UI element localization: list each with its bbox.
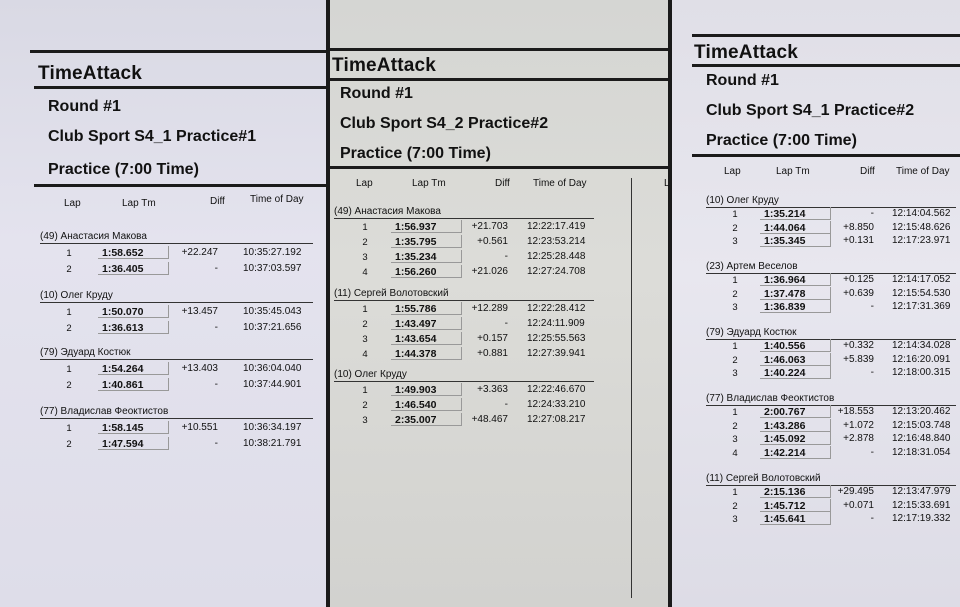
round-title: Round #1: [48, 98, 121, 115]
lap-diff: -: [870, 208, 874, 219]
lap-time: 1:43.654: [395, 333, 437, 345]
lap-time: 1:36.405: [102, 263, 144, 275]
lap-number: 1: [66, 307, 72, 318]
col-time-of-day: Time of Day: [896, 166, 950, 177]
lap-time: 1:35.214: [764, 208, 806, 220]
lap-time-of-day: 12:18:00.315: [892, 367, 951, 378]
lap-diff: +3.363: [477, 384, 508, 395]
lap-number: 3: [732, 434, 738, 445]
lap-number: 2: [732, 420, 738, 432]
lap-time-of-day: 12:22:28.412: [527, 303, 586, 314]
driver-underline: [40, 418, 313, 419]
lap-diff: -: [870, 301, 874, 312]
col-diff: Diff: [860, 166, 875, 177]
driver-underline: [334, 300, 594, 301]
lap-time: 1:58.652: [102, 247, 144, 259]
lap-number: 1: [66, 423, 72, 434]
lap-time-of-day: 12:17:31.369: [892, 301, 951, 312]
lap-number: 2: [362, 400, 368, 411]
driver-underline: [40, 243, 313, 244]
lap-number: 3: [732, 236, 738, 247]
lap-number: 2: [362, 319, 368, 330]
lap-diff: -: [504, 251, 508, 262]
lap-time-of-day: 12:13:47.979: [892, 486, 951, 497]
lap-time: 1:49.903: [395, 384, 437, 396]
lap-time: 2:35.007: [395, 414, 437, 426]
lap-number: 2: [362, 237, 368, 248]
col-lap-time: Lap Tm: [412, 178, 446, 189]
lap-time-of-day: 12:24:33.210: [527, 399, 586, 410]
lap-time-of-day: 12:16:48.840: [892, 433, 951, 444]
divider: [330, 48, 668, 51]
driver-name: (10) Олег Круду: [706, 195, 779, 206]
lap-number: 2: [66, 264, 72, 275]
col-lap: Lap: [64, 198, 81, 209]
lap-diff: +18.553: [837, 406, 874, 417]
driver-name: (79) Эдуард Костюк: [40, 347, 131, 358]
lap-time-of-day: 12:15:48.626: [892, 221, 951, 233]
lap-time-of-day: 12:27:08.217: [527, 414, 586, 425]
session-type: Practice (7:00 Time): [340, 145, 491, 162]
lap-time-of-day: 12:14:04.562: [892, 208, 951, 219]
lap-number: 2: [732, 222, 738, 234]
lap-diff: +13.403: [181, 363, 218, 374]
lap-diff: -: [870, 367, 874, 378]
driver-name: (49) Анастасия Макова: [334, 206, 441, 217]
lap-time-of-day: 12:17:23.971: [892, 235, 951, 246]
session-type: Practice (7:00 Time): [48, 161, 199, 178]
lap-number: 1: [362, 304, 368, 315]
driver-name: (11) Сергей Волотовский: [334, 288, 449, 299]
lap-time: 1:43.286: [764, 419, 806, 432]
lap-time: 1:42.214: [764, 446, 806, 459]
lap-number: 2: [66, 380, 72, 391]
lap-number: 1: [362, 222, 368, 233]
brand-title: TimeAttack: [694, 42, 799, 63]
divider: [34, 86, 326, 89]
driver-underline: [40, 302, 313, 303]
lap-time: 1:55.786: [395, 303, 437, 315]
col-lap-time: Lap Tm: [122, 198, 156, 209]
lap-time: 2:15.136: [764, 486, 806, 498]
lap-time: 1:44.064: [764, 221, 806, 234]
lap-time-of-day: 12:27:39.941: [527, 348, 586, 359]
lap-diff: -: [504, 318, 508, 329]
col-lap: Lap: [724, 166, 741, 177]
round-title: Round #1: [340, 85, 413, 102]
lap-number: 4: [362, 267, 368, 278]
lap-number: 2: [732, 288, 738, 300]
lap-diff: +0.881: [477, 348, 508, 359]
lap-number: 1: [732, 209, 738, 220]
lap-diff: -: [870, 446, 874, 458]
lap-diff: +0.071: [843, 499, 874, 511]
divider: [692, 154, 960, 157]
lap-time-of-day: 12:27:24.708: [527, 266, 586, 277]
lap-number: 2: [732, 500, 738, 512]
divider: [330, 166, 668, 169]
lap-number: 3: [732, 302, 738, 313]
lap-number: 3: [732, 514, 738, 525]
lap-diff: +1.072: [843, 419, 874, 431]
brand-title: TimeAttack: [38, 63, 143, 84]
col-lap-next-column: L: [664, 178, 670, 189]
lap-diff: +0.131: [843, 235, 874, 246]
driver-name: (23) Артем Веселов: [706, 261, 798, 272]
lap-diff: +0.332: [843, 340, 874, 351]
lap-number: 1: [732, 341, 738, 352]
lap-diff: +0.639: [843, 287, 874, 299]
driver-name: (79) Эдуард Костюк: [706, 327, 797, 338]
lap-diff: +22.247: [181, 247, 218, 258]
lap-time: 1:36.964: [764, 274, 806, 286]
driver-name: (49) Анастасия Макова: [40, 231, 147, 242]
lap-number: 4: [362, 349, 368, 360]
lap-time-of-day: 12:13:20.462: [892, 406, 951, 417]
lap-time-of-day: 12:25:55.563: [527, 333, 586, 344]
lap-number: 1: [66, 248, 72, 259]
lap-time: 1:54.264: [102, 363, 144, 375]
lap-time-of-day: 12:14:34.028: [892, 340, 951, 351]
session-type: Practice (7:00 Time): [706, 132, 857, 149]
driver-name: (77) Владислав Феоктистов: [706, 393, 835, 404]
lap-diff: -: [214, 263, 218, 274]
lap-number: 1: [66, 364, 72, 375]
lap-time-of-day: 12:25:28.448: [527, 251, 586, 262]
col-diff: Diff: [210, 196, 225, 207]
lap-time: 1:45.641: [764, 513, 806, 525]
lap-time-of-day: 10:38:21.791: [243, 438, 302, 449]
session-title: Club Sport S4_1 Practice#1: [48, 128, 257, 145]
lap-time: 2:00.767: [764, 406, 806, 418]
lap-time: 1:45.092: [764, 433, 806, 445]
lap-diff: +8.850: [843, 221, 874, 233]
driver-name: (10) Олег Круду: [334, 369, 407, 380]
driver-underline: [334, 381, 594, 382]
lap-diff: +48.467: [471, 414, 508, 425]
results-sheet-3: [672, 0, 960, 607]
lap-time-of-day: 12:15:54.530: [892, 287, 951, 299]
lap-time-of-day: 10:35:27.192: [243, 247, 302, 258]
lap-time: 1:35.345: [764, 235, 806, 247]
lap-time-of-day: 10:36:34.197: [243, 422, 302, 433]
col-diff: Diff: [495, 178, 510, 189]
session-title: Club Sport S4_2 Practice#2: [340, 115, 549, 132]
col-lap-time: Lap Tm: [776, 166, 810, 177]
divider: [692, 34, 960, 37]
lap-diff: -: [870, 513, 874, 524]
lap-number: 4: [732, 447, 738, 459]
lap-time-of-day: 10:36:04.040: [243, 363, 302, 374]
driver-name: (77) Владислав Феоктистов: [40, 406, 169, 417]
lap-time: 1:47.594: [102, 438, 144, 450]
lap-number: 3: [732, 368, 738, 379]
lap-diff: +10.551: [181, 422, 218, 433]
lap-diff: -: [214, 379, 218, 390]
lap-time: 1:46.063: [764, 353, 806, 366]
lap-time: 1:56.937: [395, 221, 437, 233]
lap-time-of-day: 12:18:31.054: [892, 446, 951, 458]
lap-time-of-day: 12:15:33.691: [892, 499, 951, 511]
results-sheet-1: [0, 0, 326, 607]
lap-time: 1:36.613: [102, 322, 144, 334]
lap-number: 2: [732, 354, 738, 366]
lap-diff: -: [214, 438, 218, 449]
driver-name: (11) Сергей Волотовский: [706, 473, 821, 484]
lap-diff: +0.125: [843, 274, 874, 285]
lap-time: 1:37.478: [764, 287, 806, 300]
divider: [330, 78, 668, 81]
lap-diff: +0.157: [477, 333, 508, 344]
lap-time: 1:35.795: [395, 236, 437, 248]
lap-number: 2: [66, 439, 72, 450]
lap-time: 1:45.712: [764, 499, 806, 512]
lap-time-of-day: 12:24:11.909: [527, 318, 585, 329]
column-separator: [631, 178, 632, 598]
lap-number: 1: [732, 407, 738, 418]
brand-title: TimeAttack: [332, 55, 437, 76]
lap-time: 1:43.497: [395, 318, 437, 330]
lap-number: 1: [732, 487, 738, 498]
lap-diff: +21.026: [471, 266, 508, 277]
lap-time-of-day: 10:37:03.597: [243, 263, 302, 274]
lap-number: 1: [732, 275, 738, 286]
col-time-of-day: Time of Day: [533, 178, 587, 189]
lap-time: 1:35.234: [395, 251, 437, 263]
lap-time: 1:50.070: [102, 306, 144, 318]
lap-time-of-day: 10:37:44.901: [243, 379, 302, 390]
col-time-of-day: Time of Day: [250, 194, 304, 205]
lap-diff: +21.703: [471, 221, 508, 232]
divider: [34, 184, 326, 187]
driver-underline: [334, 218, 594, 219]
lap-time-of-day: 12:22:17.419: [527, 221, 586, 232]
results-sheet-2: [330, 0, 668, 607]
divider: [30, 50, 326, 53]
lap-time-of-day: 10:37:21.656: [243, 322, 302, 333]
lap-time: 1:36.839: [764, 301, 806, 313]
col-lap: Lap: [356, 178, 373, 189]
lap-time-of-day: 10:35:45.043: [243, 306, 302, 317]
lap-time: 1:40.556: [764, 340, 806, 352]
lap-diff: +13.457: [181, 306, 218, 317]
lap-diff: -: [504, 399, 508, 410]
driver-name: (10) Олег Круду: [40, 290, 113, 301]
lap-time: 1:44.378: [395, 348, 437, 360]
lap-diff: +0.561: [477, 236, 508, 247]
driver-underline: [40, 359, 313, 360]
session-title: Club Sport S4_1 Practice#2: [706, 102, 915, 119]
lap-number: 3: [362, 252, 368, 263]
lap-time-of-day: 12:15:03.748: [892, 419, 951, 431]
lap-diff: +29.495: [837, 486, 874, 497]
lap-number: 1: [362, 385, 368, 396]
lap-time-of-day: 12:14:17.052: [892, 274, 951, 285]
lap-diff: +5.839: [843, 353, 874, 365]
round-title: Round #1: [706, 72, 779, 89]
lap-time: 1:58.145: [102, 422, 144, 434]
lap-time-of-day: 12:23:53.214: [527, 236, 586, 247]
lap-time-of-day: 12:17:19.332: [892, 513, 951, 524]
lap-number: 2: [66, 323, 72, 334]
lap-time: 1:40.224: [764, 367, 806, 379]
lap-diff: -: [214, 322, 218, 333]
lap-time: 1:40.861: [102, 379, 144, 391]
lap-diff: +12.289: [471, 303, 508, 314]
lap-number: 3: [362, 334, 368, 345]
lap-time: 1:46.540: [395, 399, 437, 411]
lap-time: 1:56.260: [395, 266, 437, 278]
lap-time-of-day: 12:22:46.670: [527, 384, 586, 395]
lap-number: 3: [362, 415, 368, 426]
lap-diff: +2.878: [843, 433, 874, 444]
lap-time-of-day: 12:16:20.091: [892, 353, 951, 365]
divider: [692, 64, 960, 67]
